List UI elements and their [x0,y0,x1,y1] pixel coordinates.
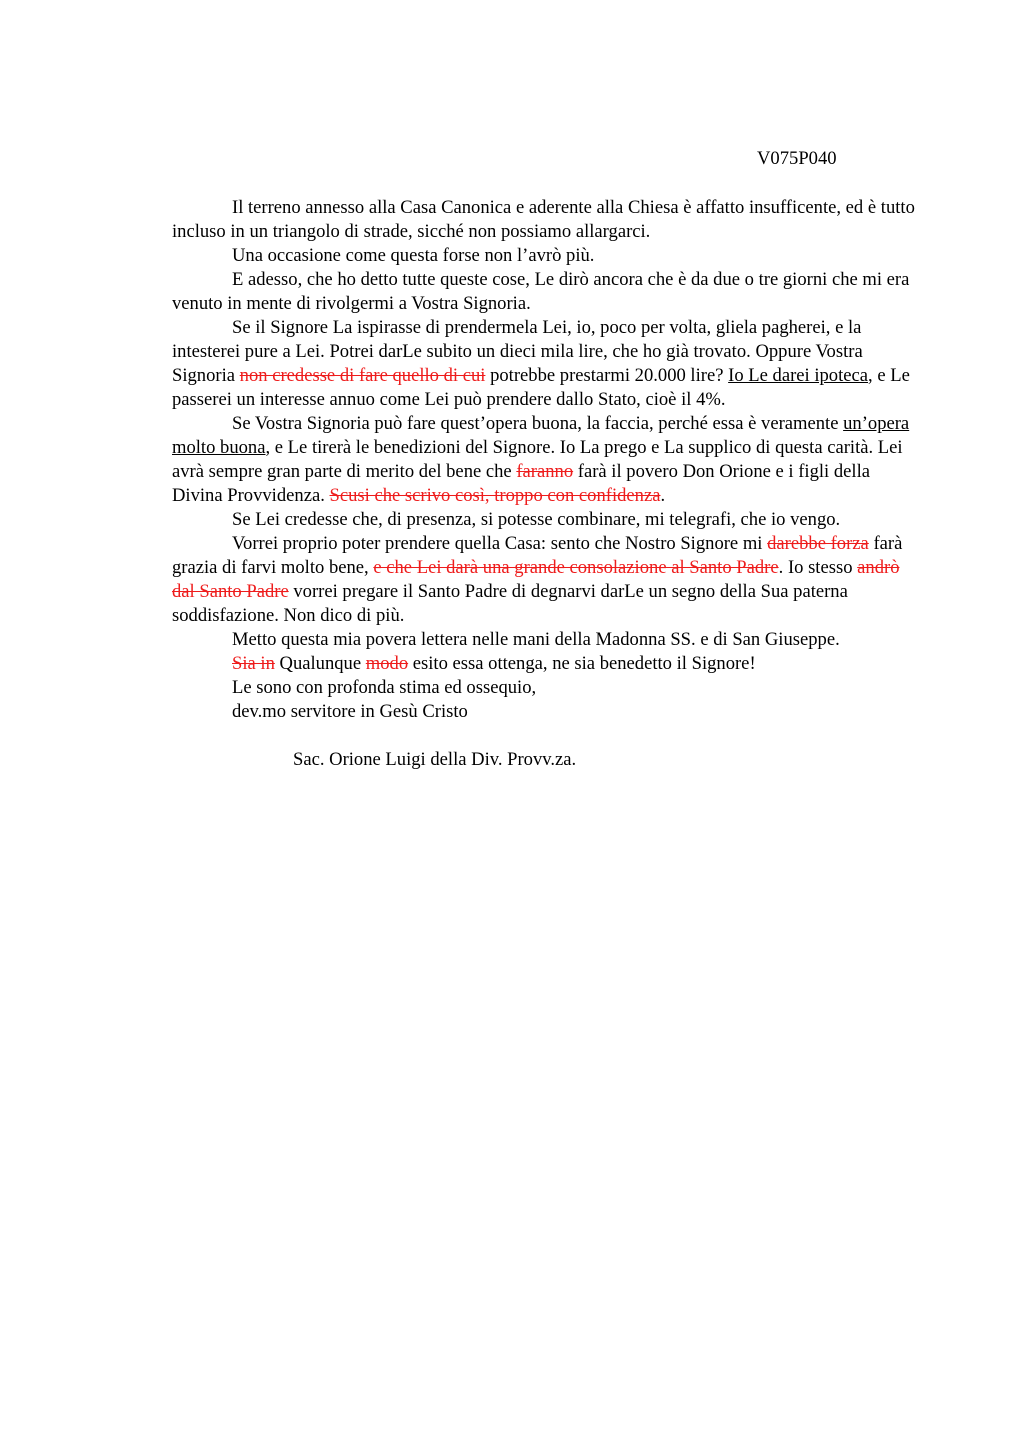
text-run: vorrei pregare il Santo Padre di degnarvi darLe un segno della Sua paterna soddisfazione. Non dico di più. [172,581,848,626]
paragraph-2: Una occasione come questa forse non l’avrò più. [232,245,595,266]
signature: Sac. Orione Luigi della Div. Provv.za. [293,749,577,770]
text-run: . Io stesso [778,557,858,578]
paragraph-1: Il terreno annesso alla Casa Canonica e aderente alla Chiesa è affatto insufficente, ed è tutto incluso in un triangolo di strade, sicché non possiamo allargarci. [172,197,915,242]
text-run: farà grazia di farvi molto bene, [172,533,903,578]
underlined-text: Io Le darei ipoteca [728,365,869,386]
paragraph-8: Metto questa mia povera lettera nelle mani della Madonna SS. e di San Giuseppe. [232,629,840,650]
deleted-text: Sia in [232,653,275,674]
closing-servant: dev.mo servitore in Gesù Cristo [232,701,468,722]
text-run: potrebbe prestarmi 20.000 lire? [485,365,729,386]
closing-greeting: Le sono con profonda stima ed ossequio, [232,677,537,698]
deleted-text: darebbe forza [767,533,869,554]
underlined-text: un’opera molto buona [172,413,910,458]
paragraph-6: Se Lei credesse che, di presenza, si potesse combinare, mi telegrafi, che io vengo. [232,509,841,530]
text-run: Vorrei proprio poter prendere quella Casa: sento che Nostro Signore mi [232,533,768,554]
text-run: Se il Signore La ispirasse di prendermela Lei, io, poco per volta, gliela pagherei, e la intesterei pure a Lei. Potrei darLe subito un dieci mila lire, che ho già trovato. Oppure Vostra Signoria [172,317,863,386]
deleted-text: e che Lei darà una grande consolazione al Santo Padre [373,557,779,578]
deleted-text: faranno [516,461,574,482]
deleted-text: modo [365,653,409,674]
paragraph-3: E adesso, che ho detto tutte queste cose, Le dirò ancora che è da due o tre giorni che mi era venuto in mente di rivolgermi a Vostra Signoria. [172,269,910,314]
paragraph-7 [172,532,917,628]
paragraph-5 [172,412,917,508]
text-run: Qualunque [274,653,366,674]
text-run: Se Vostra Signoria può fare quest’opera buona, la faccia, perché essa è veramente [232,413,844,434]
deleted-text: andrò dal Santo Padre [172,557,900,602]
deleted-text: Scusi che scrivo così, troppo con confidenza [329,485,661,506]
text-run: , e Le tirerà le benedizioni del Signore. Io La prego e La supplico di questa carità. Lei avrà sempre gran parte di merito del bene che [172,437,903,482]
deleted-text: non credesse di fare quello di cui [239,365,486,386]
text-run: , e Le passerei un interesse annuo come Lei può prendere dallo Stato, cioè il 4%. [172,365,910,410]
text-run: esito essa ottenga, ne sia benedetto il Signore! [408,653,756,674]
document-id: V075P040 [757,148,837,169]
paragraph-4 [172,316,917,412]
paragraph-9 [172,652,917,676]
text-run: . [660,485,666,506]
text-run: farà il povero Don Orione e i figli della Divina Provvidenza. [172,461,871,506]
letter-body [172,196,917,772]
